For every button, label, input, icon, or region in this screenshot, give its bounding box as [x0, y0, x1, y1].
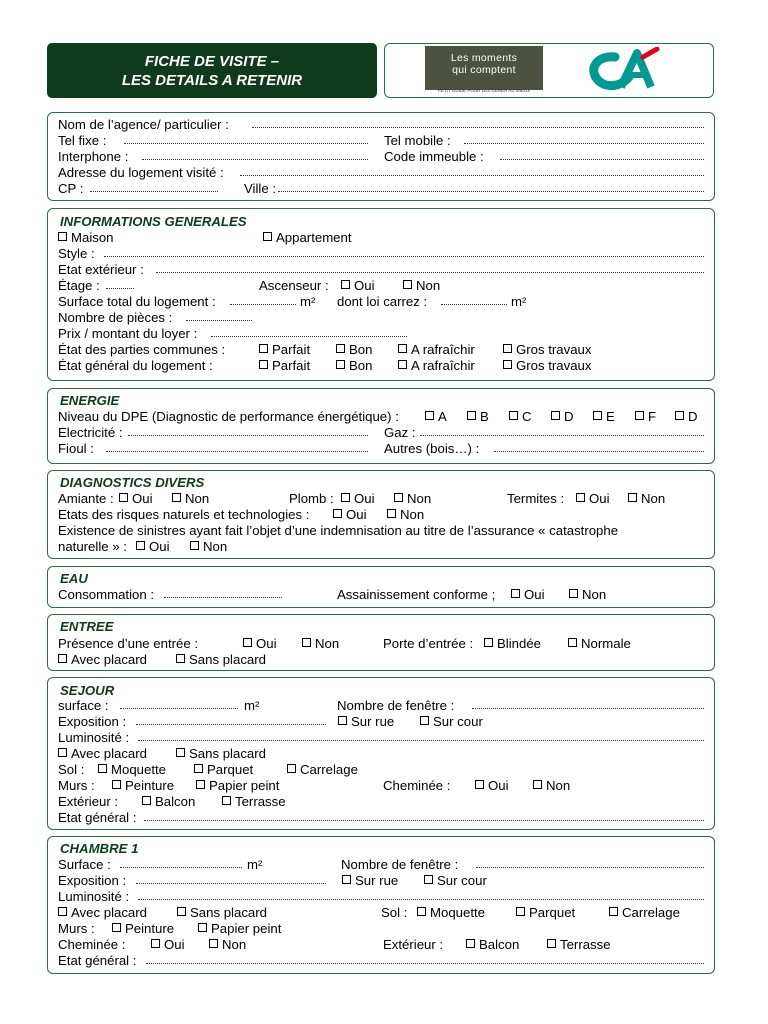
- ascenseur-non-label: Non: [416, 278, 441, 293]
- plomb-label: Plomb :: [289, 491, 334, 506]
- surface-label: Surface total du logement :: [58, 294, 216, 309]
- sejour-title: SEJOUR: [60, 683, 115, 698]
- eau-title: EAU: [60, 571, 88, 586]
- sejour-cheminee-non-label: Non: [546, 778, 571, 793]
- checkbox-icon: [417, 907, 426, 916]
- sejour-etat-general-label: Etat général :: [58, 810, 137, 825]
- slogan-line2: qui comptent: [452, 64, 516, 76]
- chambre-exposition-label: Exposition :: [58, 873, 127, 888]
- checkbox-icon: [675, 411, 684, 420]
- maison-label: Maison: [71, 230, 114, 245]
- checkbox-icon: [484, 638, 493, 647]
- chambre-cheminee-label: Cheminée :: [58, 937, 126, 952]
- chambre-terrasse-label: Terrasse: [560, 937, 611, 952]
- plomb-oui-label: Oui: [354, 491, 375, 506]
- checkbox-icon: [593, 411, 602, 420]
- surface-field[interactable]: [230, 294, 296, 305]
- diagnostics-section: [47, 470, 715, 559]
- checkbox-icon: [209, 939, 218, 948]
- entree-avec-placard-label: Avec placard: [71, 652, 147, 667]
- chambre-papier-peint-label: Papier peint: [211, 921, 282, 936]
- checkbox-icon: [511, 589, 520, 598]
- checkbox-icon: [333, 509, 342, 518]
- checkbox-icon: [338, 716, 347, 725]
- chambre-sur-rue-label: Sur rue: [355, 873, 399, 888]
- sejour-balcon-checkbox[interactable]: [142, 794, 195, 810]
- dpe-a-label: A: [438, 409, 447, 424]
- sejour-avec-placard-label: Avec placard: [71, 746, 147, 761]
- chambre-peinture-label: Peinture: [125, 921, 175, 936]
- checkbox-icon: [609, 907, 618, 916]
- pc-parfait-label: Parfait: [272, 342, 311, 357]
- checkbox-icon: [263, 232, 272, 241]
- sinistres-label-cont: naturelle » :: [58, 539, 127, 554]
- sejour-sur-rue-label: Sur rue: [351, 714, 395, 729]
- checkbox-icon: [516, 907, 525, 916]
- checkbox-icon: [196, 780, 205, 789]
- checkbox-icon: [568, 638, 577, 647]
- dpe-d2-checkbox[interactable]: [675, 409, 698, 425]
- checkbox-icon: [58, 232, 67, 241]
- assainissement-non-label: Non: [582, 587, 607, 602]
- eg-bon-label: Bon: [349, 358, 373, 373]
- appartement-checkbox[interactable]: [263, 230, 352, 246]
- checkbox-icon: [424, 875, 433, 884]
- sejour-section: [47, 677, 715, 830]
- sinistres-oui-label: Oui: [149, 539, 170, 554]
- consommation-field[interactable]: [164, 587, 282, 598]
- termites-label: Termites :: [507, 491, 565, 506]
- entree-avec-placard-checkbox[interactable]: [58, 652, 147, 668]
- entree-sans-placard-label: Sans placard: [189, 652, 266, 667]
- etat-exterieur-label: Etat extérieur :: [58, 262, 144, 277]
- ascenseur-label: Ascenseur :: [259, 278, 329, 293]
- sejour-moquette-label: Moquette: [111, 762, 166, 777]
- amiante-oui-checkbox[interactable]: [119, 491, 153, 507]
- chambre-moquette-label: Moquette: [430, 905, 485, 920]
- etage-field[interactable]: [106, 278, 134, 289]
- chambre-parquet-label: Parquet: [529, 905, 576, 920]
- chambre-sur-cour-label: Sur cour: [437, 873, 487, 888]
- eg-parfait-checkbox[interactable]: [259, 358, 310, 374]
- checkbox-icon: [547, 939, 556, 948]
- pc-parfait-checkbox[interactable]: [259, 342, 310, 358]
- chambre-surface-label: Surface :: [58, 857, 111, 872]
- chambre-cheminee-non-checkbox[interactable]: [209, 937, 246, 953]
- sejour-papier-peint-label: Papier peint: [209, 778, 280, 793]
- sejour-balcon-label: Balcon: [155, 794, 196, 809]
- sejour-sans-placard-label: Sans placard: [189, 746, 266, 761]
- eau-section: [47, 566, 715, 608]
- chambre-etat-general-field[interactable]: [146, 953, 704, 964]
- eg-rafraichir-label: A rafraîchir: [411, 358, 475, 373]
- tel-fixe-label: Tel fixe :: [58, 133, 107, 148]
- chambre-title: CHAMBRE 1: [60, 841, 139, 856]
- presence-non-checkbox[interactable]: [302, 636, 339, 652]
- dpe-d-checkbox[interactable]: [551, 409, 574, 425]
- chambre-section: [47, 836, 715, 974]
- page-title-line2: LES DETAILS A RETENIR: [121, 71, 303, 89]
- interphone-label: Interphone :: [58, 149, 129, 164]
- amiante-non-checkbox[interactable]: [172, 491, 209, 507]
- adresse-field[interactable]: [240, 165, 704, 176]
- checkbox-icon: [509, 411, 518, 420]
- termites-non-label: Non: [641, 491, 666, 506]
- sejour-cheminee-label: Cheminée :: [383, 778, 451, 793]
- assainissement-oui-label: Oui: [524, 587, 545, 602]
- chambre-moquette-checkbox[interactable]: [417, 905, 485, 921]
- sejour-avec-placard-checkbox[interactable]: [58, 746, 147, 762]
- checkbox-icon: [551, 411, 560, 420]
- chambre-etat-general-label: Etat général :: [58, 953, 137, 968]
- checkbox-icon: [58, 748, 67, 757]
- ascenseur-non-checkbox[interactable]: [403, 278, 440, 294]
- chambre-luminosite-label: Luminosité :: [58, 889, 130, 904]
- checkbox-icon: [190, 541, 199, 550]
- checkbox-icon: [222, 796, 231, 805]
- sejour-murs-label: Murs :: [58, 778, 95, 793]
- checkbox-icon: [259, 360, 268, 369]
- sejour-cheminee-non-checkbox[interactable]: [533, 778, 570, 794]
- checkbox-icon: [112, 780, 121, 789]
- chambre-exterieur-label: Extérieur :: [383, 937, 444, 952]
- checkbox-icon: [58, 654, 67, 663]
- presence-entree-label: Présence d’une entrée :: [58, 636, 199, 651]
- dpe-label: Niveau du DPE (Diagnostic de performance énergétique) :: [58, 409, 399, 424]
- loi-carrez-field[interactable]: [441, 294, 507, 305]
- checkbox-icon: [425, 411, 434, 420]
- checkbox-icon: [341, 280, 350, 289]
- checkbox-icon: [151, 939, 160, 948]
- sejour-luminosite-label: Luminosité :: [58, 730, 130, 745]
- porte-blindee-checkbox[interactable]: [484, 636, 541, 652]
- contact-section: [47, 112, 715, 201]
- checkbox-icon: [467, 411, 476, 420]
- sejour-papier-peint-checkbox[interactable]: [196, 778, 279, 794]
- checkbox-icon: [398, 360, 407, 369]
- sejour-parquet-checkbox[interactable]: [194, 762, 253, 778]
- eg-gros-travaux-checkbox[interactable]: [503, 358, 592, 374]
- checkbox-icon: [177, 907, 186, 916]
- chambre-sans-placard-label: Sans placard: [190, 905, 267, 920]
- checkbox-icon: [136, 541, 145, 550]
- risques-oui-label: Oui: [346, 507, 367, 522]
- chambre-luminosite-field[interactable]: [138, 889, 704, 900]
- etat-general-logement-label: État général du logement :: [58, 358, 213, 373]
- tel-mobile-field[interactable]: [464, 133, 704, 144]
- checkbox-icon: [341, 493, 350, 502]
- general-info-section: [47, 208, 715, 381]
- sejour-etat-general-field[interactable]: [144, 810, 704, 821]
- checkbox-icon: [576, 493, 585, 502]
- cp-label: CP :: [58, 181, 84, 196]
- sejour-surface-label: surface :: [58, 698, 109, 713]
- sinistres-label: Existence de sinistres ayant fait l’objet d’une indemnisation au titre de l’assurance « catastrophe: [58, 523, 619, 538]
- consommation-label: Consommation :: [58, 587, 155, 602]
- chambre-balcon-checkbox[interactable]: [466, 937, 519, 953]
- pc-bon-checkbox[interactable]: [336, 342, 372, 358]
- sejour-exterieur-label: Extérieur :: [58, 794, 119, 809]
- chambre-sol-label: Sol :: [381, 905, 408, 920]
- checkbox-icon: [336, 344, 345, 353]
- maison-checkbox[interactable]: [58, 230, 114, 246]
- chambre-surface-field[interactable]: [120, 857, 242, 868]
- checkbox-icon: [112, 923, 121, 932]
- surface-unit: m²: [300, 294, 316, 309]
- assainissement-non-checkbox[interactable]: [569, 587, 606, 603]
- checkbox-icon: [259, 344, 268, 353]
- etat-exterieur-field[interactable]: [156, 262, 704, 273]
- general-info-title: INFORMATIONS GENERALES: [60, 214, 247, 229]
- sejour-carrelage-checkbox[interactable]: [287, 762, 358, 778]
- entree-section: [47, 614, 715, 671]
- chambre-sans-placard-checkbox[interactable]: [177, 905, 267, 921]
- loi-carrez-unit: m²: [511, 294, 527, 309]
- sejour-sur-cour-label: Sur cour: [433, 714, 483, 729]
- sejour-cheminee-oui-label: Oui: [488, 778, 509, 793]
- ville-field[interactable]: [278, 181, 704, 192]
- checkbox-icon: [420, 716, 429, 725]
- prix-label: Prix / montant du loyer :: [58, 326, 198, 341]
- porte-normale-label: Normale: [581, 636, 631, 651]
- sejour-moquette-checkbox[interactable]: [98, 762, 166, 778]
- checkbox-icon: [198, 923, 207, 932]
- appartement-label: Appartement: [276, 230, 352, 245]
- checkbox-icon: [628, 493, 637, 502]
- checkbox-icon: [387, 509, 396, 518]
- chambre-carrelage-label: Carrelage: [622, 905, 680, 920]
- dpe-e-checkbox[interactable]: [593, 409, 615, 425]
- risques-non-label: Non: [400, 507, 425, 522]
- sejour-sol-label: Sol :: [58, 762, 85, 777]
- sejour-peinture-label: Peinture: [125, 778, 175, 793]
- termites-non-checkbox[interactable]: [628, 491, 665, 507]
- energie-title: ENERGIE: [60, 393, 120, 408]
- energie-section: [47, 388, 715, 464]
- chambre-balcon-label: Balcon: [479, 937, 520, 952]
- checkbox-icon: [172, 493, 181, 502]
- checkbox-icon: [194, 764, 203, 773]
- dpe-b-checkbox[interactable]: [467, 409, 489, 425]
- dpe-e-label: E: [606, 409, 615, 424]
- chambre-sur-rue-checkbox[interactable]: [342, 873, 398, 889]
- pc-rafraichir-label: A rafraîchir: [411, 342, 475, 357]
- page-title: [47, 43, 377, 98]
- style-label: Style :: [58, 246, 95, 261]
- checkbox-icon: [243, 638, 252, 647]
- checkbox-icon: [176, 748, 185, 757]
- amiante-non-label: Non: [185, 491, 210, 506]
- nb-pieces-label: Nombre de pièces :: [58, 310, 173, 325]
- chambre-cheminee-oui-checkbox[interactable]: [151, 937, 185, 953]
- sejour-parquet-label: Parquet: [207, 762, 254, 777]
- checkbox-icon: [98, 764, 107, 773]
- slogan-subtitle: PETIT GUIDE POUR LES GÉRER AU MIEUX: [437, 88, 531, 93]
- checkbox-icon: [119, 493, 128, 502]
- eg-parfait-label: Parfait: [272, 358, 311, 373]
- chambre-sur-cour-checkbox[interactable]: [424, 873, 487, 889]
- electricite-label: Electricité :: [58, 425, 123, 440]
- dpe-f-checkbox[interactable]: [635, 409, 656, 425]
- sinistres-non-checkbox[interactable]: [190, 539, 227, 555]
- sejour-terrasse-label: Terrasse: [235, 794, 286, 809]
- sejour-fenetre-label: Nombre de fenêtre :: [337, 698, 455, 713]
- checkbox-icon: [398, 344, 407, 353]
- etage-label: Étage :: [58, 278, 100, 293]
- chambre-fenetre-label: Nombre de fenêtre :: [341, 857, 459, 872]
- presence-oui-checkbox[interactable]: [243, 636, 277, 652]
- sinistres-non-label: Non: [203, 539, 228, 554]
- chambre-exposition-field[interactable]: [136, 873, 326, 884]
- sejour-carrelage-label: Carrelage: [300, 762, 358, 777]
- diagnostics-title: DIAGNOSTICS DIVERS: [60, 475, 205, 490]
- eg-gros-travaux-label: Gros travaux: [516, 358, 592, 373]
- chambre-peinture-checkbox[interactable]: [112, 921, 174, 937]
- sejour-fenetre-field[interactable]: [472, 698, 704, 709]
- chambre-avec-placard-checkbox[interactable]: [58, 905, 147, 921]
- checkbox-icon: [287, 764, 296, 773]
- gaz-label: Gaz :: [384, 425, 416, 440]
- checkbox-icon: [302, 638, 311, 647]
- checkbox-icon: [342, 875, 351, 884]
- autres-field[interactable]: [494, 441, 704, 452]
- dpe-c-label: C: [522, 409, 532, 424]
- parties-communes-label: État des parties communes :: [58, 342, 226, 357]
- checkbox-icon: [403, 280, 412, 289]
- sejour-surface-unit: m²: [244, 698, 260, 713]
- sejour-exposition-field[interactable]: [136, 714, 326, 725]
- checkbox-icon: [475, 780, 484, 789]
- porte-blindee-label: Blindée: [497, 636, 541, 651]
- slogan-line1: Les moments: [450, 52, 518, 64]
- style-field[interactable]: [104, 246, 704, 257]
- checkbox-icon: [466, 939, 475, 948]
- entree-sans-placard-checkbox[interactable]: [176, 652, 266, 668]
- code-immeuble-field[interactable]: [500, 149, 704, 160]
- checkbox-icon: [569, 589, 578, 598]
- chambre-parquet-checkbox[interactable]: [516, 905, 575, 921]
- chambre-fenetre-field[interactable]: [476, 857, 704, 868]
- chambre-papier-peint-checkbox[interactable]: [198, 921, 281, 937]
- plomb-non-checkbox[interactable]: [394, 491, 431, 507]
- dpe-d2-label: D: [688, 409, 698, 424]
- sejour-peinture-checkbox[interactable]: [112, 778, 174, 794]
- chambre-avec-placard-label: Avec placard: [71, 905, 147, 920]
- ascenseur-oui-checkbox[interactable]: [341, 278, 375, 294]
- checkbox-icon: [142, 796, 151, 805]
- gaz-field[interactable]: [420, 425, 704, 436]
- amiante-oui-label: Oui: [132, 491, 153, 506]
- porte-entree-label: Porte d’entrée :: [383, 636, 474, 651]
- risques-label: Etats des risques naturels et technologies :: [58, 507, 310, 522]
- fioul-field[interactable]: [106, 441, 368, 452]
- agency-name-field[interactable]: [252, 117, 704, 128]
- chambre-cheminee-oui-label: Oui: [164, 937, 185, 952]
- credit-agricole-logo-icon: [585, 47, 661, 93]
- amiante-label: Amiante :: [58, 491, 114, 506]
- presence-non-label: Non: [315, 636, 340, 651]
- checkbox-icon: [394, 493, 403, 502]
- termites-oui-label: Oui: [589, 491, 610, 506]
- pc-gros-travaux-checkbox[interactable]: [503, 342, 592, 358]
- porte-normale-checkbox[interactable]: [568, 636, 631, 652]
- chambre-murs-label: Murs :: [58, 921, 95, 936]
- eg-bon-checkbox[interactable]: [336, 358, 372, 374]
- assainissement-oui-checkbox[interactable]: [511, 587, 545, 603]
- tel-mobile-label: Tel mobile :: [384, 133, 451, 148]
- nb-pieces-field[interactable]: [186, 310, 252, 321]
- pc-gros-travaux-label: Gros travaux: [516, 342, 592, 357]
- sejour-luminosite-field[interactable]: [138, 730, 704, 741]
- sejour-terrasse-checkbox[interactable]: [222, 794, 286, 810]
- adresse-label: Adresse du logement visité :: [58, 165, 224, 180]
- dpe-a-checkbox[interactable]: [425, 409, 447, 425]
- plomb-non-label: Non: [407, 491, 432, 506]
- chambre-surface-unit: m²: [247, 857, 263, 872]
- autres-label: Autres (bois…) :: [384, 441, 480, 456]
- checkbox-icon: [635, 411, 644, 420]
- pc-rafraichir-checkbox[interactable]: [398, 342, 475, 358]
- code-immeuble-label: Code immeuble :: [384, 149, 484, 164]
- dpe-c-checkbox[interactable]: [509, 409, 532, 425]
- checkbox-icon: [533, 780, 542, 789]
- ascenseur-oui-label: Oui: [354, 278, 375, 293]
- dpe-d-label: D: [564, 409, 574, 424]
- sejour-sans-placard-checkbox[interactable]: [176, 746, 266, 762]
- eg-rafraichir-checkbox[interactable]: [398, 358, 475, 374]
- checkbox-icon: [503, 344, 512, 353]
- tel-fixe-field[interactable]: [124, 133, 368, 144]
- entree-title: ENTREE: [60, 619, 114, 634]
- sejour-surface-field[interactable]: [120, 698, 238, 709]
- agency-name-label: Nom de l’agence/ particulier :: [58, 117, 229, 132]
- chambre-cheminee-non-label: Non: [222, 937, 247, 952]
- assainissement-label: Assainissement conforme ;: [337, 587, 496, 602]
- cp-field[interactable]: [90, 181, 218, 192]
- chambre-carrelage-checkbox[interactable]: [609, 905, 680, 921]
- page-title-line1: FICHE DE VISITE –: [144, 52, 280, 70]
- loi-carrez-label: dont loi carrez :: [337, 294, 428, 309]
- electricite-field[interactable]: [128, 425, 368, 436]
- termites-oui-checkbox[interactable]: [576, 491, 610, 507]
- interphone-field[interactable]: [142, 149, 368, 160]
- risques-non-checkbox[interactable]: [387, 507, 424, 523]
- presence-oui-label: Oui: [256, 636, 277, 651]
- sinistres-oui-checkbox[interactable]: [136, 539, 170, 555]
- ville-label: Ville :: [244, 181, 277, 196]
- plomb-oui-checkbox[interactable]: [341, 491, 375, 507]
- header-logo-box: [384, 43, 714, 98]
- sejour-sur-cour-checkbox[interactable]: [420, 714, 483, 730]
- risques-oui-checkbox[interactable]: [333, 507, 367, 523]
- dpe-f-label: F: [648, 409, 657, 424]
- prix-field[interactable]: [211, 326, 407, 337]
- pc-bon-label: Bon: [349, 342, 373, 357]
- checkbox-icon: [58, 907, 67, 916]
- chambre-terrasse-checkbox[interactable]: [547, 937, 611, 953]
- sejour-cheminee-oui-checkbox[interactable]: [475, 778, 509, 794]
- dpe-b-label: B: [480, 409, 489, 424]
- checkbox-icon: [336, 360, 345, 369]
- checkbox-icon: [176, 654, 185, 663]
- sejour-exposition-label: Exposition :: [58, 714, 127, 729]
- slogan-badge: [425, 46, 543, 90]
- sejour-sur-rue-checkbox[interactable]: [338, 714, 394, 730]
- fioul-label: Fioul :: [58, 441, 94, 456]
- checkbox-icon: [503, 360, 512, 369]
